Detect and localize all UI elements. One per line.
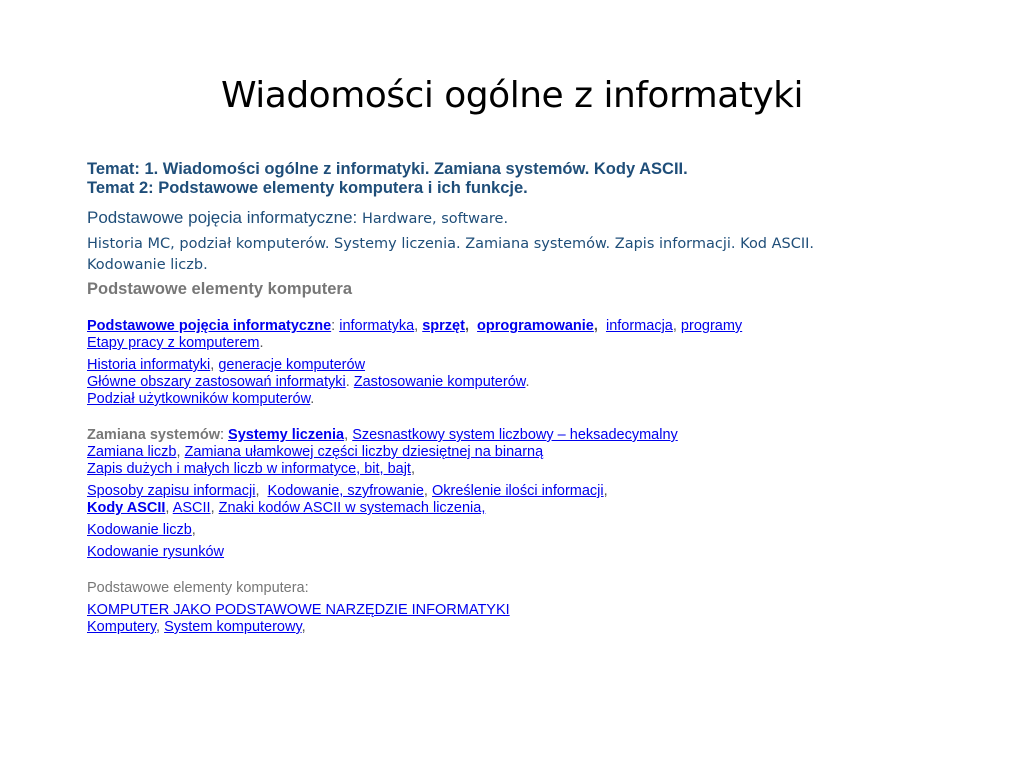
historia-line-1: Historia MC, podział komputerów. Systemy liczenia. Zamiana systemów. Zapis informacji. Kod ASCII. [87, 236, 815, 252]
slide-title: Wiadomości ogólne z informatyki [220, 75, 804, 116]
link-zapis[interactable]: Zapis dużych i małych liczb w informatyce, bit, bajt [87, 461, 411, 477]
links-row-kodowanie-rysunkow [87, 544, 947, 561]
link-komputer-narzedzie[interactable]: KOMPUTER JAKO PODSTAWOWE NARZĘDZIE INFORMATYKI [87, 602, 510, 618]
links-section [87, 318, 947, 636]
link-zastosowanie[interactable]: Zastosowanie komputerów [353, 374, 526, 390]
link-okreslenie[interactable]: Określenie ilości informacji [431, 483, 604, 499]
link-etapy[interactable]: Etapy pracy z komputerem [87, 335, 260, 351]
links-row-komputer: KOMPUTER JAKO PODSTAWOWE NARZĘDZIE INFORMATYKI Komputery, System komputerowy, [87, 602, 510, 635]
elements-heading: Podstawowe elementy komputera [87, 280, 352, 298]
links-row-pojecia: Podstawowe pojęcia informatyczne: informatyka, sprzęt, oprogramowanie, informacja, programy Etapy pracy z komputerem. [87, 318, 743, 351]
link-sprzet[interactable]: sprzęt [422, 318, 465, 334]
links-row-sposoby: Sposoby zapisu informacji, Kodowanie, szyfrowanie, Określenie ilości informacji, Kody ASCII, ASCII, Znaki kodów ASCII w systemach liczenia, [87, 483, 608, 516]
elementy-label: Podstawowe elementy komputera: [87, 580, 309, 596]
link-pojecia-informatyczne[interactable]: Podstawowe pojęcia informatyczne [87, 318, 332, 334]
link-systemy-liczenia[interactable]: Systemy liczenia [228, 427, 345, 443]
historia-line-2: Kodowanie liczb. [87, 257, 208, 273]
link-zamiana-ulamkowej[interactable]: Zamiana ułamkowej części liczby dziesiętnej na binarną [184, 444, 544, 460]
link-podzial[interactable]: Podział użytkowników komputerów [87, 391, 311, 407]
pojecia-label: Podstawowe pojęcia informatyczne: [87, 208, 362, 227]
link-komputery[interactable]: Komputery [87, 619, 157, 635]
link-oprogramowanie[interactable]: oprogramowanie [477, 318, 594, 334]
pojecia-items: Hardware, software. [361, 211, 509, 227]
link-programy[interactable]: programy [680, 318, 743, 334]
link-system-komputerowy[interactable]: System komputerowy [164, 619, 302, 635]
links-row-kodowanie-liczb: Kodowanie liczb, [87, 522, 196, 538]
link-generacje[interactable]: generacje komputerów [218, 357, 366, 373]
pojecia-line [87, 207, 947, 230]
link-szesnastkowy[interactable]: Szesnastkowy system liczbowy – heksadecymalny [352, 427, 678, 443]
link-obszary[interactable]: Główne obszary zastosowań informatyki [87, 374, 346, 390]
link-ascii[interactable]: ASCII [172, 500, 211, 516]
links-row-zamiana: Zamiana systemów: Systemy liczenia, Szesnastkowy system liczbowy – heksadecymalny Zamiana liczb, Zamiana ułamkowej części liczby dziesiętnej na binarną Zapis dużych i małych liczb w informatyce, bit, bajt, [87, 427, 678, 477]
zamiana-label: Zamiana systemów [87, 427, 220, 443]
links-row-historia: Historia informatyki, generacje komputerów Główne obszary zastosowań informatyki. Zastosowanie komputerów. Podział użytkowników komputerów. [87, 357, 530, 407]
link-kodowanie-liczb[interactable]: Kodowanie liczb [87, 522, 192, 538]
link-kodowanie-szyfrowanie[interactable]: Kodowanie, szyfrowanie [267, 483, 424, 499]
link-sposoby[interactable]: Sposoby zapisu informacji [87, 483, 256, 499]
link-kody-ascii[interactable]: Kody ASCII [87, 500, 166, 516]
slide-content [87, 160, 947, 636]
historia-text [87, 234, 947, 276]
link-historia[interactable]: Historia informatyki [87, 357, 211, 373]
link-znaki[interactable]: Znaki kodów ASCII w systemach liczenia, [218, 500, 486, 516]
link-informacja[interactable]: informacja [605, 318, 673, 334]
temat-1: Temat: 1. Wiadomości ogólne z informatyki. Zamiana systemów. Kody ASCII. [87, 160, 688, 178]
temat-2: Temat 2: Podstawowe elementy komputera i ich funkcje. [87, 179, 528, 197]
link-zamiana-liczb[interactable]: Zamiana liczb [87, 444, 177, 460]
link-kodowanie-rysunkow[interactable]: Kodowanie rysunków [87, 544, 225, 560]
link-informatyka[interactable]: informatyka [339, 318, 415, 334]
